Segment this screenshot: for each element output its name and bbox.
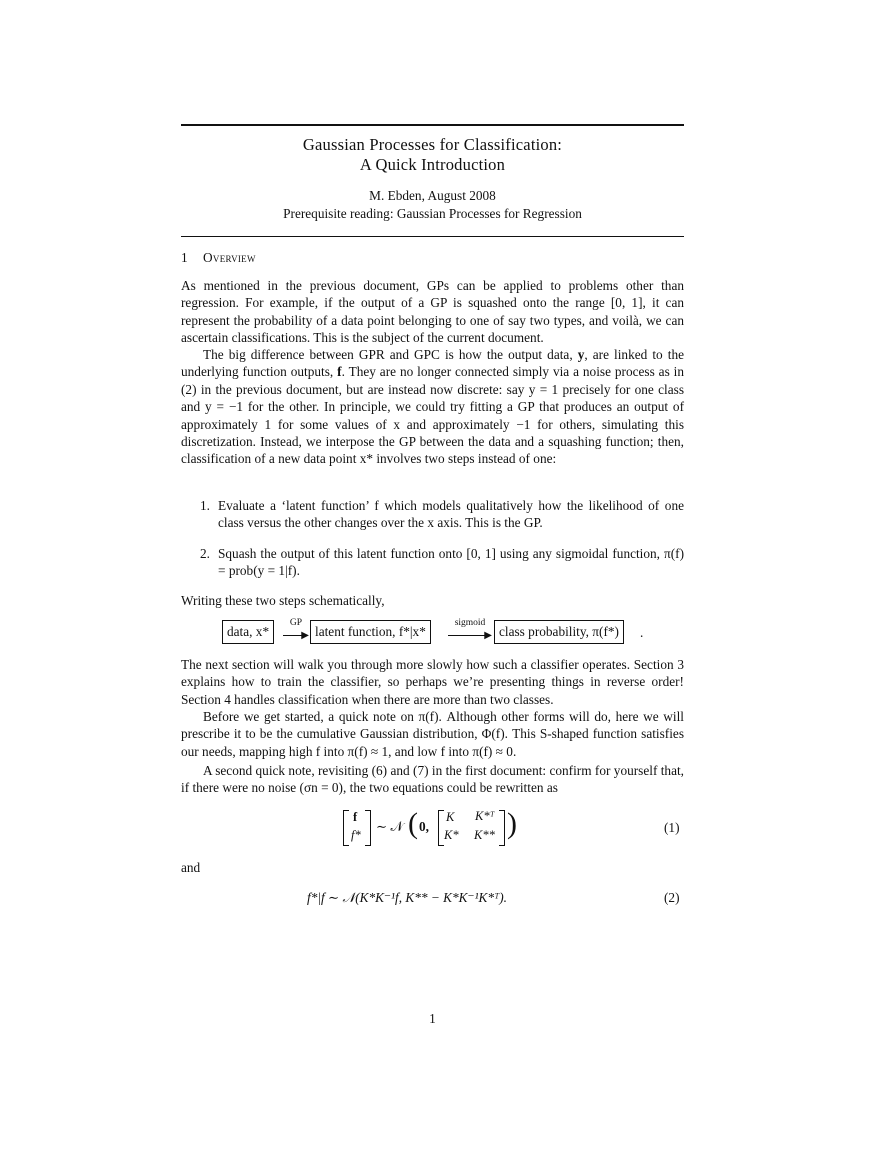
- page-number: 1: [429, 1011, 436, 1026]
- p2-y-vector: y: [577, 347, 585, 362]
- section-heading: [181, 250, 256, 266]
- left-bracket-icon: [343, 810, 349, 846]
- schema-end-period: .: [640, 625, 644, 640]
- p2-part-c: , are linked to the underlying function outputs,: [181, 347, 684, 380]
- eq1-m21: K*: [444, 828, 459, 842]
- p2-part-a: The big difference between GPR and GPC is how the output data,: [203, 347, 578, 362]
- eq1-m22: K**: [474, 828, 495, 842]
- gp-arrow: [283, 618, 309, 644]
- paragraph-4-text: The next section will walk you through more slowly how such a classifier operates. Section 3 explains how to train the classifier, so perhaps we’re presenting things in reverse order! Section 4 handles classification when there are more than two classes.: [181, 657, 684, 707]
- section-name: Overview: [203, 250, 256, 265]
- prereq-line: Prerequisite reading: Gaussian Processes for Regression: [283, 206, 582, 221]
- right-bracket-icon: [499, 810, 505, 846]
- paragraph-5-text: Before we get started, a quick note on π(f). Although other forms will do, here we will prescribe it to be the cumulative Gaussian distribution, Φ(f). This S-shaped function satisfies our needs, mapping high f into π(f) ≈ 1, and low f into π(f) ≈ 0.: [181, 709, 684, 759]
- paper-title: [181, 135, 684, 175]
- list-item-1: [200, 497, 684, 532]
- p2-part-e: . They are no longer connected simply via a noise process as in (2) in the previous document, but are instead now discrete: say y = 1 precisely for one class and y = −1 for the other. In principle, we could try fitting a GP that produces an output of approximately 1 for some values of x and approximately −1 for others, simulating this discretization. Instead, we interpose the GP between the data and a squashing function; then, classification of a new data point x* involves two steps instead of one:: [181, 364, 685, 467]
- paragraph-7: [181, 859, 684, 876]
- right-bracket-icon: [365, 810, 371, 846]
- class-probability-box: class probability, π(f*): [494, 620, 624, 644]
- paragraph-7-text: and: [181, 860, 201, 875]
- list-item-2-number: 2.: [200, 546, 210, 561]
- equation-1-number: (1): [664, 820, 680, 835]
- equation-2-number: (2): [664, 890, 680, 905]
- header-bottom-rule: [181, 236, 684, 237]
- author-block: [181, 187, 684, 223]
- paragraph-4: [181, 656, 684, 708]
- paragraph-6-text: A second quick note, revisiting (6) and (7) in the first document: confirm for yourself that, if there were no noise (σn = 0), the two equations could be rewritten as: [181, 763, 684, 796]
- title-line-1: Gaussian Processes for Classification:: [302, 135, 563, 154]
- list-item-1-text: Evaluate a ‘latent function’ f which models qualitatively how the likelihood of one class versus the other changes over the x axis. This is the GP.: [218, 498, 684, 531]
- eq1-lhs-top: f: [353, 810, 358, 824]
- equation-2: f*|f ∼ 𝒩(K*K⁻¹f, K** − K*K⁻¹K*ᵀ).: [307, 890, 507, 905]
- paragraph-3-text: Writing these two steps schematically,: [181, 593, 385, 608]
- paragraph-2: [181, 346, 684, 468]
- top-rule: [181, 124, 684, 126]
- latent-function-box: latent function, f*|x*: [310, 620, 431, 644]
- eq1-lhs-bottom: f*: [351, 828, 361, 842]
- list-item-2: [200, 545, 684, 580]
- list-item-2-text: Squash the output of this latent function onto [0, 1] using any sigmoidal function, π(f) = prob(y = 1|f).: [218, 546, 684, 579]
- equation-1: [343, 808, 523, 848]
- list-item-1-number: 1.: [200, 498, 210, 513]
- arrowhead-icon: ▶: [484, 630, 492, 641]
- paragraph-1-text: As mentioned in the previous document, GPs can be applied to problems other than regression. For example, if the output of a GP is squashed onto the range [0, 1], it can represent the probability of a data point belonging to one of say two types, and voilà, we can ascertain classifications. This is the subject of the current document.: [181, 278, 684, 346]
- eq1-zero-vector: 0,: [419, 819, 429, 834]
- paragraph-5: [181, 708, 684, 760]
- eq1-close-paren: ): [507, 807, 517, 840]
- sigmoid-arrow-label: sigmoid: [454, 618, 486, 628]
- data-box: data, x*: [222, 620, 274, 644]
- section-number: 1: [181, 250, 188, 265]
- eq1-m11: K: [446, 810, 455, 824]
- paragraph-6: [181, 762, 684, 797]
- eq1-open-paren: (: [408, 807, 418, 840]
- title-line-2: A Quick Introduction: [359, 155, 506, 174]
- gp-arrow-line: [283, 635, 303, 636]
- gp-arrow-label: GP: [289, 618, 303, 628]
- paragraph-3: [181, 592, 684, 609]
- p2-f-vector: f: [337, 364, 342, 380]
- sigmoid-arrow: [448, 618, 492, 644]
- eq1-m12: K*ᵀ: [475, 809, 495, 823]
- arrowhead-icon: ▶: [301, 630, 309, 641]
- paragraph-1: [181, 277, 684, 347]
- author-line: M. Ebden, August 2008: [369, 188, 496, 203]
- sigmoid-arrow-line: [448, 635, 486, 636]
- eq1-distribution: ∼ 𝒩: [376, 819, 404, 834]
